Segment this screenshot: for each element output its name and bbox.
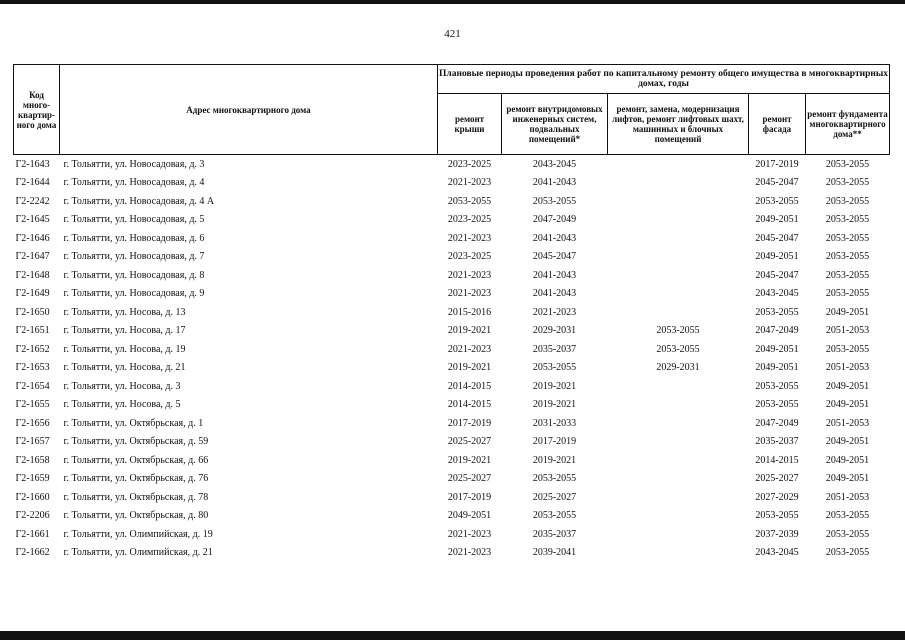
cell-systems: 2043-2045 [532, 158, 577, 170]
table-row [14, 155, 890, 174]
cell-address: г. Тольятти, ул. Олимпийская, д. 21 [63, 547, 213, 559]
cell-code: Г2-1643 [15, 158, 50, 170]
cell-roof: 2021-2023 [447, 232, 492, 244]
cell-foundation: 2053-2055 [825, 177, 870, 189]
cell-lifts [608, 192, 749, 211]
cell-address: г. Тольятти, ул. Октябрьская, д. 78 [63, 491, 209, 503]
cell-lifts [608, 211, 749, 230]
cell-facade: 2047-2049 [755, 417, 799, 429]
cell-lifts [608, 433, 749, 452]
cell-lifts [608, 451, 749, 470]
cell-roof: 2023-2025 [447, 158, 492, 170]
cell-lifts: 2053-2055 [656, 343, 700, 355]
table-row [14, 303, 890, 322]
cell-facade: 2027-2029 [755, 491, 799, 503]
table-header [14, 65, 890, 155]
cell-roof: 2017-2019 [447, 417, 492, 429]
cell-address: г. Тольятти, ул. Новосадовая, д. 5 [63, 214, 205, 226]
cell-code: Г2-1658 [15, 454, 50, 466]
cell-code: Г2-1651 [15, 325, 50, 337]
cell-roof: 2021-2023 [447, 343, 492, 355]
cell-lifts [608, 285, 749, 304]
table-row [14, 322, 890, 341]
cell-roof: 2025-2027 [447, 436, 492, 448]
header-lifts: ремонт, замена, модернизация лифтов, ремонт лифтовых шахт, машинных и блочных помещений [608, 94, 749, 155]
cell-roof: 2014-2015 [447, 380, 492, 392]
cell-roof: 2019-2021 [447, 362, 492, 374]
cell-address: г. Тольятти, ул. Носова, д. 5 [63, 399, 181, 411]
cell-systems: 2041-2043 [532, 269, 577, 281]
page-number: 421 [444, 28, 461, 40]
cell-address: г. Тольятти, ул. Носова, д. 13 [63, 306, 186, 318]
table-row [14, 266, 890, 285]
cell-lifts [608, 377, 749, 396]
header-address: Адрес многоквартирного дома [60, 65, 438, 155]
cell-roof: 2023-2025 [447, 251, 492, 263]
cell-systems: 2041-2043 [532, 232, 577, 244]
cell-code: Г2-1660 [15, 491, 50, 503]
cell-foundation: 2049-2051 [825, 399, 870, 411]
header-foundation: ремонт фундамента многоквартирного дома** [806, 94, 890, 155]
cell-address: г. Тольятти, ул. Носова, д. 19 [63, 343, 186, 355]
cell-facade: 2014-2015 [755, 454, 799, 466]
cell-address: г. Тольятти, ул. Новосадовая, д. 9 [63, 288, 205, 300]
cell-lifts [608, 396, 749, 415]
cell-address: г. Тольятти, ул. Носова, д. 3 [63, 380, 181, 392]
cell-systems: 2025-2027 [532, 491, 577, 503]
header-periods-group: Плановые периоды проведения работ по капитальному ремонту общего имущества в многоквартирных домах, годы [438, 65, 890, 94]
cell-lifts [608, 229, 749, 248]
cell-facade: 2053-2055 [755, 306, 799, 318]
cell-facade: 2037-2039 [755, 528, 799, 540]
cell-facade: 2035-2037 [755, 436, 799, 448]
cell-foundation: 2051-2053 [825, 325, 870, 337]
cell-roof: 2025-2027 [447, 473, 492, 485]
cell-lifts [608, 266, 749, 285]
cell-foundation: 2053-2055 [825, 232, 870, 244]
cell-facade: 2045-2047 [755, 232, 799, 244]
cell-foundation: 2053-2055 [825, 195, 870, 207]
cell-roof: 2015-2016 [447, 306, 492, 318]
cell-roof: 2014-2015 [447, 399, 492, 411]
cell-code: Г2-2242 [15, 195, 50, 207]
cell-address: г. Тольятти, ул. Новосадовая, д. 6 [63, 232, 205, 244]
cell-facade: 2049-2051 [755, 343, 799, 355]
cell-code: Г2-1656 [15, 417, 50, 429]
cell-lifts [608, 155, 749, 174]
cell-foundation: 2049-2051 [825, 306, 870, 318]
top-border [0, 0, 905, 4]
table-row [14, 285, 890, 304]
cell-address: г. Тольятти, ул. Новосадовая, д. 3 [63, 158, 205, 170]
cell-foundation: 2053-2055 [825, 343, 870, 355]
cell-foundation: 2051-2053 [825, 417, 870, 429]
cell-address: г. Тольятти, ул. Октябрьская, д. 1 [63, 417, 204, 429]
cell-address: г. Тольятти, ул. Носова, д. 21 [63, 362, 186, 374]
cell-systems: 2041-2043 [532, 177, 577, 189]
table-row [14, 451, 890, 470]
cell-roof: 2053-2055 [447, 195, 492, 207]
cell-foundation: 2053-2055 [825, 214, 870, 226]
header-systems: ремонт внутридомовых инженерных систем, подвальных помещений* [502, 94, 608, 155]
cell-lifts [608, 507, 749, 526]
cell-facade: 2053-2055 [755, 380, 799, 392]
cell-facade: 2045-2047 [755, 177, 799, 189]
table-row [14, 192, 890, 211]
cell-lifts [608, 470, 749, 489]
header-roof: ремонт крыши [438, 94, 502, 155]
table-row [14, 544, 890, 563]
cell-code: Г2-2206 [15, 510, 50, 522]
cell-systems: 2045-2047 [532, 251, 577, 263]
cell-lifts [608, 544, 749, 563]
cell-systems: 2041-2043 [532, 288, 577, 300]
table-row [14, 414, 890, 433]
cell-address: г. Тольятти, ул. Октябрьская, д. 76 [63, 473, 209, 485]
cell-address: г. Тольятти, ул. Новосадовая, д. 4 А [63, 195, 215, 207]
cell-facade: 2025-2027 [755, 473, 799, 485]
cell-foundation: 2051-2053 [825, 362, 870, 374]
cell-foundation: 2053-2055 [825, 158, 870, 170]
cell-facade: 2053-2055 [755, 399, 799, 411]
cell-lifts [608, 248, 749, 267]
cell-code: Г2-1657 [15, 436, 50, 448]
cell-address: г. Тольятти, ул. Новосадовая, д. 8 [63, 269, 205, 281]
cell-systems: 2019-2021 [532, 380, 577, 392]
cell-address: г. Тольятти, ул. Октябрьская, д. 80 [63, 510, 209, 522]
cell-code: Г2-1647 [15, 251, 50, 263]
cell-facade: 2049-2051 [755, 362, 799, 374]
cell-lifts [608, 525, 749, 544]
cell-code: Г2-1653 [15, 362, 50, 374]
cell-lifts [608, 174, 749, 193]
table-row [14, 211, 890, 230]
header-facade: ремонт фасада [749, 94, 806, 155]
cell-code: Г2-1655 [15, 399, 50, 411]
table-row [14, 488, 890, 507]
cell-code: Г2-1649 [15, 288, 50, 300]
cell-systems: 2019-2021 [532, 454, 577, 466]
cell-systems: 2017-2019 [532, 436, 577, 448]
cell-lifts [608, 303, 749, 322]
cell-systems: 2053-2055 [532, 473, 577, 485]
cell-address: г. Тольятти, ул. Новосадовая, д. 4 [63, 177, 205, 189]
table-row [14, 229, 890, 248]
cell-roof: 2021-2023 [447, 269, 492, 281]
cell-address: г. Тольятти, ул. Октябрьская, д. 66 [63, 454, 209, 466]
cell-code: Г2-1652 [15, 343, 50, 355]
cell-code: Г2-1645 [15, 214, 50, 226]
table-row [14, 525, 890, 544]
cell-facade: 2053-2055 [755, 510, 799, 522]
cell-systems: 2053-2055 [532, 510, 577, 522]
cell-systems: 2031-2033 [532, 417, 577, 429]
repair-schedule-table [13, 64, 890, 562]
cell-address: г. Тольятти, ул. Октябрьская, д. 59 [63, 436, 209, 448]
table-row [14, 340, 890, 359]
cell-systems: 2019-2021 [532, 399, 577, 411]
table-body [14, 155, 890, 563]
cell-roof: 2021-2023 [447, 547, 492, 559]
cell-systems: 2035-2037 [532, 528, 577, 540]
cell-code: Г2-1654 [15, 380, 50, 392]
cell-foundation: 2049-2051 [825, 436, 870, 448]
cell-roof: 2049-2051 [447, 510, 492, 522]
cell-address: г. Тольятти, ул. Носова, д. 17 [63, 325, 186, 337]
cell-roof: 2021-2023 [447, 528, 492, 540]
cell-facade: 2047-2049 [755, 325, 799, 337]
cell-roof: 2021-2023 [447, 288, 492, 300]
cell-lifts: 2053-2055 [656, 325, 700, 337]
cell-facade: 2049-2051 [755, 251, 799, 263]
header-code: Код много-квартир-ного дома [14, 65, 60, 155]
cell-roof: 2021-2023 [447, 177, 492, 189]
cell-roof: 2017-2019 [447, 491, 492, 503]
cell-foundation: 2051-2053 [825, 491, 870, 503]
cell-foundation: 2053-2055 [825, 288, 870, 300]
cell-roof: 2019-2021 [447, 454, 492, 466]
cell-facade: 2049-2051 [755, 214, 799, 226]
table-row [14, 377, 890, 396]
cell-lifts: 2029-2031 [656, 362, 700, 374]
cell-systems: 2029-2031 [532, 325, 577, 337]
bottom-border [0, 631, 905, 640]
cell-code: Г2-1648 [15, 269, 50, 281]
cell-foundation: 2049-2051 [825, 380, 870, 392]
cell-facade: 2017-2019 [755, 158, 799, 170]
cell-systems: 2053-2055 [532, 362, 577, 374]
cell-code: Г2-1646 [15, 232, 50, 244]
cell-roof: 2023-2025 [447, 214, 492, 226]
cell-foundation: 2053-2055 [825, 528, 870, 540]
table-row [14, 470, 890, 489]
cell-facade: 2045-2047 [755, 269, 799, 281]
cell-foundation: 2053-2055 [825, 510, 870, 522]
cell-facade: 2053-2055 [755, 195, 799, 207]
cell-foundation: 2053-2055 [825, 547, 870, 559]
cell-foundation: 2053-2055 [825, 251, 870, 263]
table-row [14, 396, 890, 415]
cell-code: Г2-1659 [15, 473, 50, 485]
cell-code: Г2-1650 [15, 306, 50, 318]
cell-roof: 2019-2021 [447, 325, 492, 337]
cell-systems: 2021-2023 [532, 306, 577, 318]
cell-systems: 2039-2041 [532, 547, 577, 559]
cell-address: г. Тольятти, ул. Новосадовая, д. 7 [63, 251, 205, 263]
table-row [14, 359, 890, 378]
cell-facade: 2043-2045 [755, 288, 799, 300]
cell-lifts [608, 488, 749, 507]
table-row [14, 433, 890, 452]
cell-systems: 2053-2055 [532, 195, 577, 207]
cell-foundation: 2049-2051 [825, 454, 870, 466]
cell-address: г. Тольятти, ул. Олимпийская, д. 19 [63, 528, 213, 540]
cell-lifts [608, 414, 749, 433]
cell-foundation: 2049-2051 [825, 473, 870, 485]
cell-code: Г2-1662 [15, 547, 50, 559]
table-row [14, 248, 890, 267]
cell-systems: 2047-2049 [532, 214, 577, 226]
cell-code: Г2-1644 [15, 177, 50, 189]
cell-systems: 2035-2037 [532, 343, 577, 355]
cell-foundation: 2053-2055 [825, 269, 870, 281]
table-row [14, 507, 890, 526]
cell-code: Г2-1661 [15, 528, 50, 540]
table-row [14, 174, 890, 193]
cell-facade: 2043-2045 [755, 547, 799, 559]
